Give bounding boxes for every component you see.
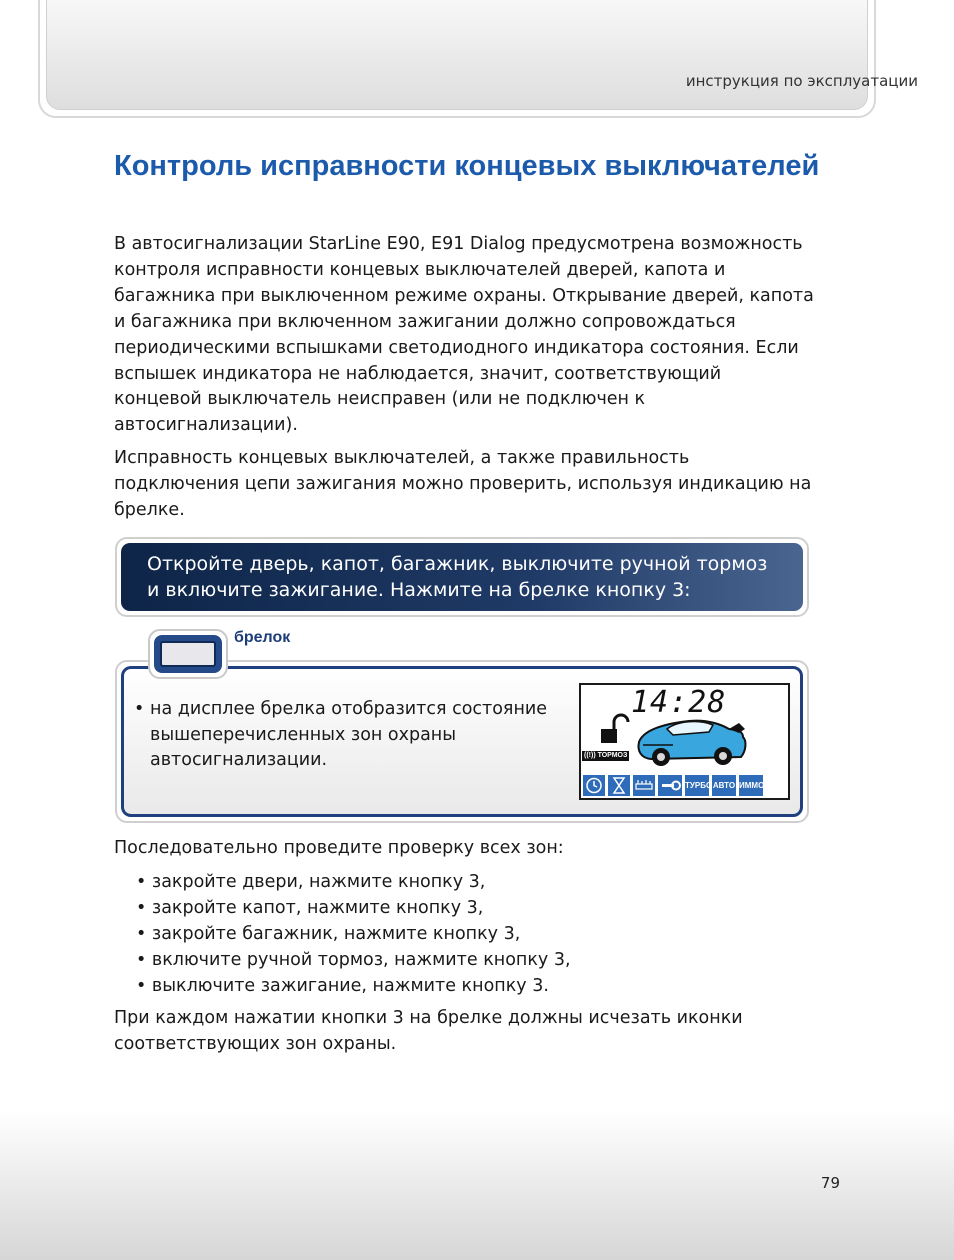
keyfob-icon bbox=[148, 629, 228, 679]
list-item: • включите ручной тормоз, нажмите кнопку 3, bbox=[136, 949, 571, 970]
bullet-symbol: • bbox=[134, 699, 145, 719]
zones-intro: Последовательно проведите проверку всех зон: bbox=[114, 838, 564, 858]
keyfob-lcd-display bbox=[579, 683, 790, 800]
instruction-panel bbox=[121, 543, 803, 611]
manual-label: инструкция по эксплуатации bbox=[685, 72, 918, 90]
wrench-icon bbox=[658, 775, 682, 796]
lcd-time: 14:28 bbox=[631, 685, 727, 720]
thermometer-icon bbox=[633, 775, 655, 796]
list-item: • выключите зажигание, нажмите кнопку 3. bbox=[136, 975, 549, 996]
keyfob-label: брелок bbox=[234, 629, 291, 646]
instruction-line-1: Откройте дверь, капот, багажник, выключите ручной тормоз bbox=[147, 553, 768, 575]
keyfob-bullet-text: на дисплее брелка отобразится состояние вышеперечисленных зон охраны автосигнализации. bbox=[150, 699, 548, 770]
auto-icon: АВТО bbox=[712, 775, 736, 796]
hourglass-icon bbox=[608, 775, 630, 796]
zones-list bbox=[136, 870, 571, 1000]
header-panel bbox=[46, 0, 868, 110]
closing-paragraph: При каждом нажатии кнопки 3 на брелке должны исчезать иконки соответствующих зон охраны. bbox=[114, 1008, 743, 1054]
page-footer bbox=[0, 1110, 954, 1260]
keyfob-icon-screen bbox=[160, 641, 216, 667]
brake-indicator: ((!)) ТОРМОЗ bbox=[584, 752, 628, 759]
page-number: 79 bbox=[820, 1174, 840, 1192]
clock-icon bbox=[583, 775, 605, 796]
list-item: • закройте багажник, нажмите кнопку 3, bbox=[136, 923, 521, 944]
lcd-icon-bar bbox=[583, 775, 786, 796]
car-icon bbox=[639, 721, 746, 766]
page-header bbox=[38, 0, 876, 118]
immo-icon: ИММО bbox=[739, 775, 763, 796]
list-item: • закройте двери, нажмите кнопку 3, bbox=[136, 872, 486, 892]
open-lock-icon bbox=[601, 715, 628, 743]
instruction-line-2: и включите зажигание. Нажмите на брелке кнопку 3: bbox=[147, 579, 691, 601]
page-title: Контроль исправности концевых выключателей bbox=[114, 150, 820, 182]
check-paragraph: Исправность концевых выключателей, а также правильность подключения цепи зажигания можно проверить, используя индикацию на брелке. bbox=[114, 448, 812, 520]
intro-paragraph: В автосигнализации StarLine E90, E91 Dialog предусмотрена возможность контроля исправности концевых выключателей дверей, капота и багажника при выключенном режиме охраны. Открывание дверей, капота и багажника при включенном зажигании должно сопровождаться периодическими вспышками светодиодного индикатора состояния. Если вспышек индикатора не наблюдается, значит, соответствующий концевой выключатель неисправен (или не подключен к автосигнализации). bbox=[114, 234, 814, 436]
keyfob-bullet bbox=[134, 697, 564, 774]
instruction-box bbox=[115, 537, 809, 617]
turbo-icon: ТУРБО bbox=[685, 775, 709, 796]
list-item: • закройте капот, нажмите кнопку 3, bbox=[136, 897, 484, 918]
